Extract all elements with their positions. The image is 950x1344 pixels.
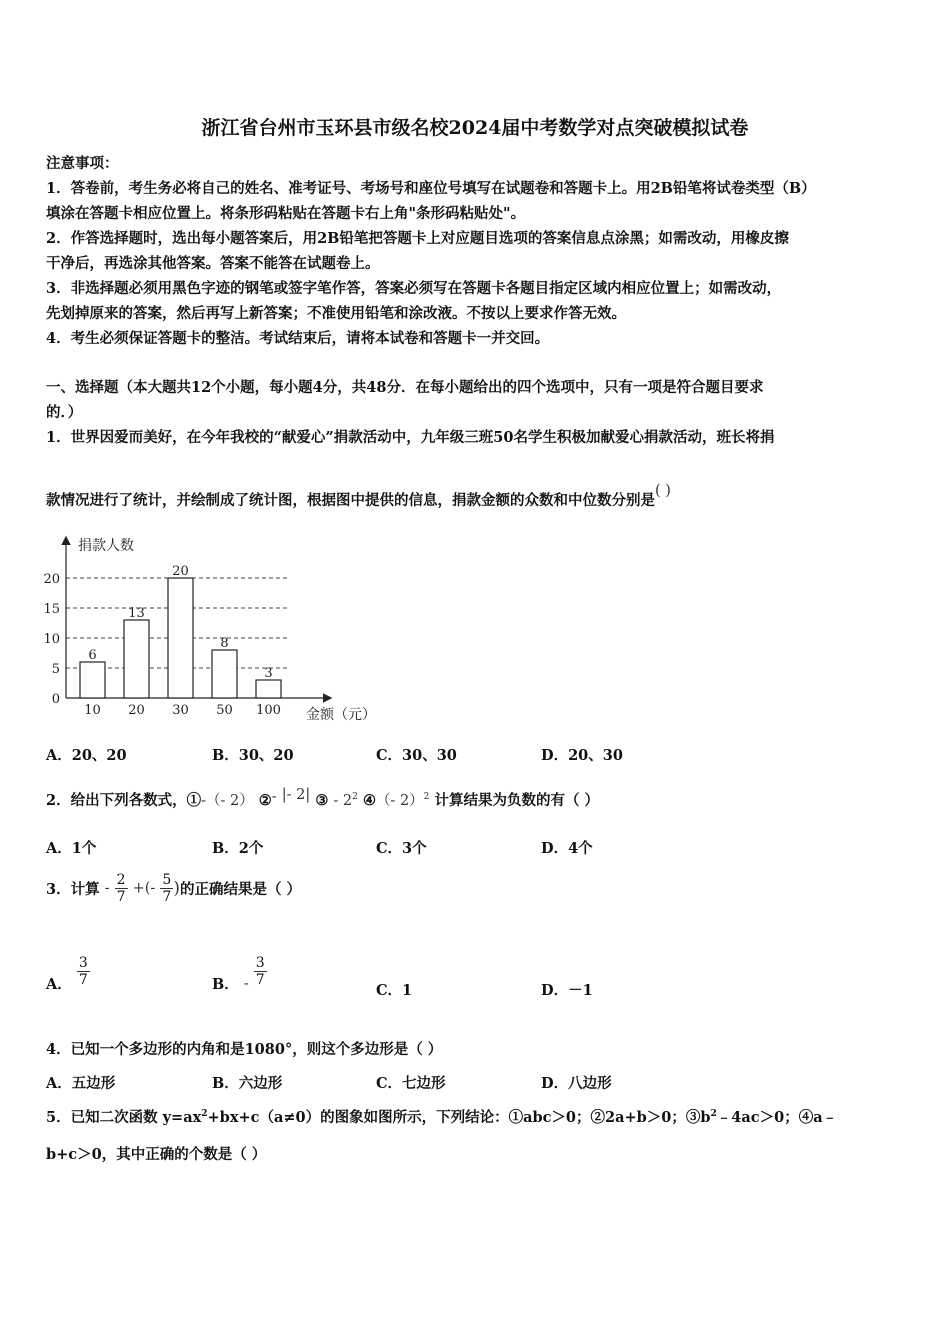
section-heading: 一、选择题（本大题共12个小题，每小题4分，共48分．在每小题给出的四个选项中，只有一项是符合题目要求	[46, 379, 764, 396]
q2-expr-2: |- 2|	[281, 787, 311, 803]
donation-bar-chart	[40, 528, 400, 728]
q2-suffix: 计算结果为负数的有（ ）	[434, 792, 600, 809]
x-axis-label: 金额（元）	[306, 707, 376, 723]
q5-line1	[46, 1106, 837, 1127]
q3-option-a[interactable]	[46, 955, 90, 993]
x-tick-label: 20	[128, 703, 145, 718]
q3-option-c[interactable]: C．1	[376, 982, 413, 999]
bar-value-label: 3	[264, 666, 273, 681]
q4-option-b[interactable]: B．六边形	[212, 1075, 283, 1092]
bar-20	[124, 620, 149, 698]
q4-option-d[interactable]: D．八边形	[541, 1075, 612, 1092]
q3-denominator-2: 7	[162, 889, 172, 905]
q3-option-b-label: B．	[212, 976, 239, 993]
q2-expr-3-base: - 2	[333, 793, 353, 809]
q3-line	[46, 872, 301, 905]
y-tick-label: 5	[51, 662, 60, 677]
q3-option-b-den: 7	[255, 972, 265, 988]
notice-line: 2．作答选择题时，选出每小题答案后，用2B铅笔把答题卡上对应题目选项的答案信息点涂黑；如需改动，用橡皮擦	[46, 230, 789, 247]
q3-option-b-minus: -	[243, 975, 249, 992]
q1-option-c[interactable]: C．30、30	[376, 747, 457, 764]
q3-numerator-2: 5	[162, 872, 172, 888]
q3-option-a-fraction	[77, 955, 90, 988]
notice-line: 干净后，再选涂其他答案。答案不能答在试题卷上。	[46, 255, 380, 272]
q5-text-3: ﹣4ac＞0；④a﹣	[716, 1109, 838, 1126]
y-tick-label: 15	[43, 602, 60, 617]
q3-close-paren: )	[173, 878, 180, 899]
q3-suffix: 的正确结果是（ ）	[179, 881, 302, 898]
q3-denominator-1: 7	[116, 889, 126, 905]
q3-option-d[interactable]: D．－1	[541, 982, 593, 999]
q1-line1: 1．世界因爱而美好，在今年我校的“献爱心”捐款活动中，九年级三班50名学生积极加献爱心捐款活动，班长将捐	[46, 429, 775, 446]
notice-heading: 注意事项：	[46, 155, 119, 172]
y-tick-label: 0	[51, 692, 60, 707]
y-tick-label: 10	[43, 632, 60, 647]
notice-line: 4．考生必须保证答题卡的整洁。考试结束后，请将本试卷和答题卡一并交回。	[46, 330, 550, 347]
q4-option-c[interactable]: C．七边形	[376, 1075, 446, 1092]
q5-text-1: 5．已知二次函数 y=ax	[46, 1109, 202, 1126]
q2-expr-4-exp: 2	[423, 792, 430, 803]
q2-expr-1: -（- 2）	[201, 793, 254, 809]
notice-line: 填涂在答题卡相应位置上。将条形码粘贴在答题卡右上角"条形码粘贴处"。	[46, 205, 526, 222]
q2-line	[46, 789, 599, 810]
q3-minus: -	[104, 880, 110, 897]
q3-fraction-1	[115, 872, 128, 905]
q1-line2	[46, 483, 671, 510]
notice-line: 3．非选择题必须用黑色字迹的钢笔或签字笔作答，答案必须写在答题卡各题目指定区域内相应位置上；如需改动，	[46, 280, 782, 297]
y-tick-label: 20	[43, 572, 60, 587]
q2-expr-2-sign: -	[271, 789, 277, 805]
bar-value-label: 8	[220, 636, 229, 651]
bar-30	[168, 578, 193, 698]
q5-sup-1: 2	[201, 1109, 208, 1120]
q2-circle-4: ④	[362, 792, 376, 809]
q3-option-a-label: A．	[46, 976, 72, 993]
q2-option-c[interactable]: C．3个	[376, 840, 427, 857]
q5-text-2: +bx+c（a≠0）的图象如图所示，下列结论：①abc＞0；②2a+b＞0；③b	[207, 1109, 711, 1126]
q1-answer-paren: ( )	[655, 483, 671, 499]
bar-100	[256, 680, 281, 698]
q3-numerator-1: 2	[116, 872, 126, 888]
q1-option-b[interactable]: B．30、20	[212, 747, 294, 764]
q2-circle-2: ②	[258, 792, 272, 809]
q3-option-a-num: 3	[78, 955, 88, 971]
q3-option-a-den: 7	[78, 972, 88, 988]
q1-option-a[interactable]: A．20、20	[46, 747, 127, 764]
q3-plus: +(-	[132, 880, 156, 897]
x-tick-label: 100	[256, 703, 281, 718]
q5-sup-2: 2	[710, 1109, 717, 1120]
x-tick-label: 30	[172, 703, 189, 718]
y-axis-label: 捐款人数	[78, 538, 134, 554]
q4-option-a[interactable]: A．五边形	[46, 1075, 116, 1092]
page-title: 浙江省台州市玉环县市级名校2024届中考数学对点突破模拟试卷	[201, 117, 749, 139]
q2-expr-4	[376, 793, 429, 809]
bar-value-label: 13	[128, 606, 145, 621]
q2-expr-3-exp: 2	[352, 792, 358, 803]
section-heading-cont: 的．）	[46, 404, 83, 421]
q4-line: 4．已知一个多边形的内角和是1080°，则这个多边形是（ ）	[46, 1041, 443, 1058]
notice-line: 1．答卷前，考生务必将自己的姓名、准考证号、考场号和座位号填写在试题卷和答题卡上。用2B铅笔将试卷类型（B）	[46, 180, 816, 197]
x-tick-label: 50	[216, 703, 233, 718]
q2-circle-3: ③	[315, 792, 329, 809]
q1-text: 款情况进行了统计，并绘制成了统计图，根据图中提供的信息，捐款金额的众数和中位数分别是	[46, 492, 655, 509]
q2-option-b[interactable]: B．2个	[212, 840, 264, 857]
q3-option-b-num: 3	[255, 955, 265, 971]
q2-option-d[interactable]: D．4个	[541, 840, 593, 857]
q2-option-a[interactable]: A．1个	[46, 840, 97, 857]
q2-prefix: 2．给出下列各数式，①	[46, 792, 202, 809]
x-tick-label: 10	[84, 703, 101, 718]
bar-value-label: 20	[172, 564, 189, 579]
q3-fraction-2	[160, 872, 173, 905]
bar-value-label: 6	[88, 648, 97, 663]
q2-expr-3	[333, 793, 357, 809]
q2-expr-4-base: （- 2）	[375, 793, 424, 809]
q3-option-b-fraction	[254, 955, 267, 988]
q1-option-d[interactable]: D．20、30	[541, 747, 623, 764]
q3-prefix: 3．计算	[46, 881, 100, 898]
bar-10	[80, 662, 105, 698]
notice-line: 先划掉原来的答案，然后再写上新答案；不准使用铅笔和涂改液。不按以上要求作答无效。	[46, 305, 626, 322]
q3-option-b[interactable]	[212, 955, 267, 993]
bar-50	[212, 650, 237, 698]
q5-line2: b+c＞0，其中正确的个数是（ ）	[46, 1146, 267, 1163]
